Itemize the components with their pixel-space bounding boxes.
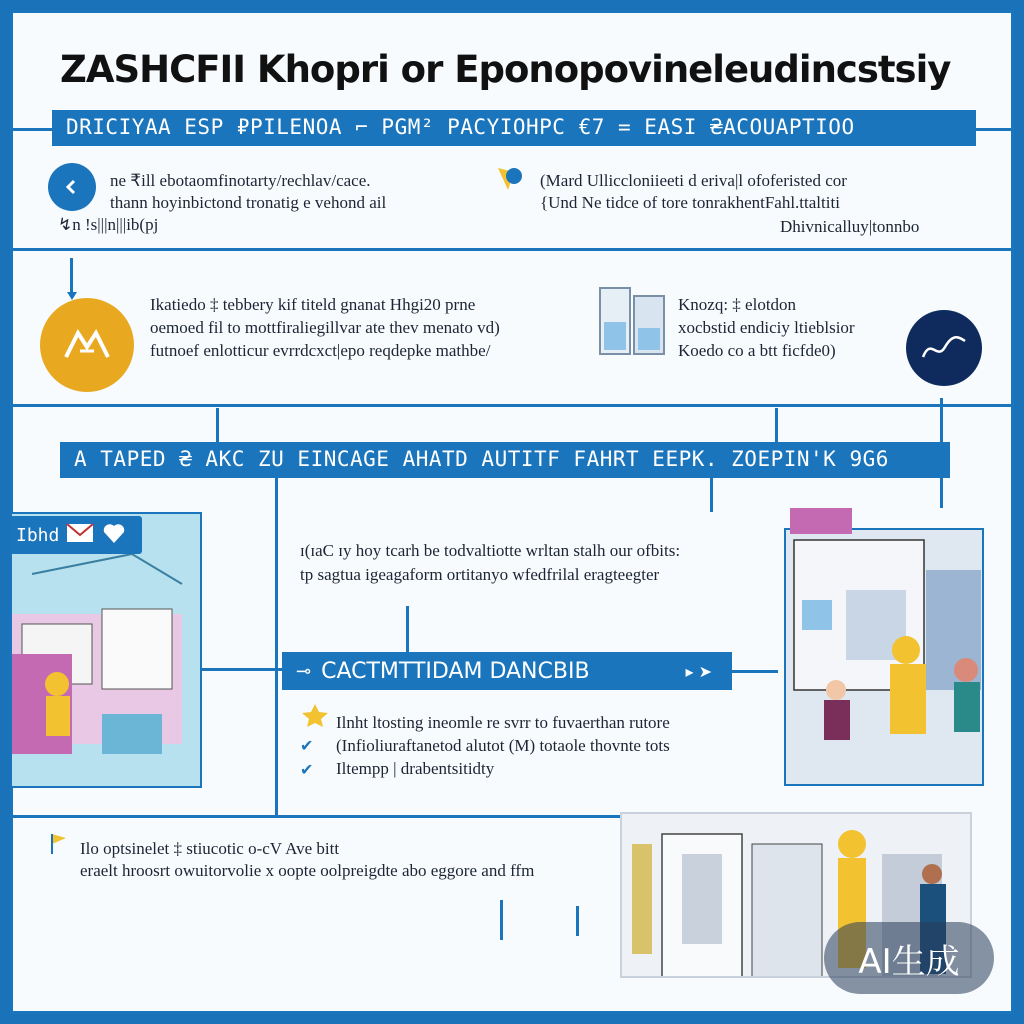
- circle-arrow-icon: ⊸: [296, 660, 312, 682]
- connector: [576, 906, 579, 936]
- building-icon: [596, 278, 668, 360]
- connector: [940, 478, 943, 508]
- block4-line2: (Infioliuraftanetod alutot (M) totaole thovnte tots: [336, 736, 670, 755]
- check-icon: ✔: [300, 738, 314, 755]
- back-arrow-icon: [48, 163, 96, 211]
- block2-right-line2: xocbstid endiciy ltieblsior: [678, 318, 855, 337]
- connector: [275, 478, 278, 818]
- connector: [202, 668, 282, 671]
- connector: [406, 606, 409, 654]
- divider: [10, 404, 1014, 407]
- connector: [775, 408, 778, 444]
- block1-right-line1: (Mard Ulliccloniieeti d eriva|l ofoferisted cor: [540, 171, 847, 190]
- divider: [10, 815, 620, 818]
- block4-line1: Ilnht ltosting ineomle re svrr to fuvaerthan rutore: [336, 713, 670, 732]
- block4-line3: Iltempp | drabentsitidty: [336, 759, 495, 778]
- speech-bubble-icon: [494, 162, 530, 198]
- block2-left-line2: oemoed fil to mottfiraliegillvar ate thev menato vd): [150, 318, 500, 337]
- connector: [500, 900, 503, 940]
- mail-icon: [65, 520, 95, 551]
- connector: [70, 258, 73, 294]
- block2-left-line1: Ikatiedo ‡ tebbery kif titeld gnanat Hhgi20 prne: [150, 295, 476, 314]
- block1-left-line3: ↯n !s|||n|||ib(pj: [58, 215, 159, 234]
- block2-left-line3: futnoef enlotticur evrrdcxct|epo reqdepke mathbe/: [150, 341, 491, 360]
- heart-icon: [101, 520, 127, 551]
- top-banner: DRICIYAA ESP ₽PILENOA ⌐ PGM² PACYIOHPC €7 = EASI ₴ACOUAPTIOO: [52, 110, 976, 146]
- block1-right-line3: Dhivnicalluy|tonnbo: [780, 217, 920, 236]
- connector: [710, 478, 713, 512]
- block1-left-line1: ne ₹ill ebotaomfinotarty/rechlav/cace.: [110, 171, 371, 190]
- signature-icon: [906, 310, 982, 386]
- ai-generated-badge: AI生成: [824, 922, 994, 994]
- connector: [732, 670, 778, 673]
- block2-right-line1: Knozq: ‡ elotdon: [678, 295, 797, 314]
- folder-tab: [790, 508, 852, 534]
- flag-icon: [48, 832, 70, 856]
- mid-banner: A TAPED ₴ AKC ZU EINCAGE AHATD AUTITF FAHRT EEPK. ZOEPIN'K 9G6: [60, 442, 950, 478]
- block3-line2: tp sagtua igeagaform ortitanyo wfedfrilal eragteegter: [300, 565, 660, 584]
- block3-line1: ɪ(ɪaC ɪy hoy tcarh be todvaltiotte wrltan stalh our ofbits:: [300, 541, 681, 560]
- lower-banner-label: CACTMTTIDAM DANCBIB: [321, 658, 590, 684]
- block5-line1: Ilo optsinelet ‡ stiucotic o-cV Ave bitt: [80, 839, 340, 858]
- lower-banner: [282, 652, 732, 690]
- block1-left-line2: thann hoyinbictond tronatig e vehond ail: [110, 193, 387, 212]
- connector: [216, 408, 219, 444]
- page-title: ZASHCFII Khopri or Eponopovineleudincstsiy: [60, 48, 951, 91]
- block1-right-line2: {Und Ne tidce of tore tonrakhentFahl.ttaltiti: [540, 193, 840, 212]
- double-arrow-icon: ▸ ➤: [685, 661, 712, 681]
- panel-header: [10, 516, 142, 554]
- block5-line2: eraelt hroosrt owuitorvolie x oopte oolpreigdte abo eggore and ffm: [80, 861, 535, 880]
- office-illustration-right: [784, 528, 984, 786]
- check-icon: ✔: [300, 762, 314, 779]
- divider: [10, 248, 1014, 251]
- connector: [940, 398, 943, 444]
- block2-right-line3: Koedo co a btt ficfde0): [678, 341, 836, 360]
- star-icon: [300, 702, 330, 728]
- panel-label: Ibhd: [16, 524, 60, 546]
- handshake-icon: [40, 298, 134, 392]
